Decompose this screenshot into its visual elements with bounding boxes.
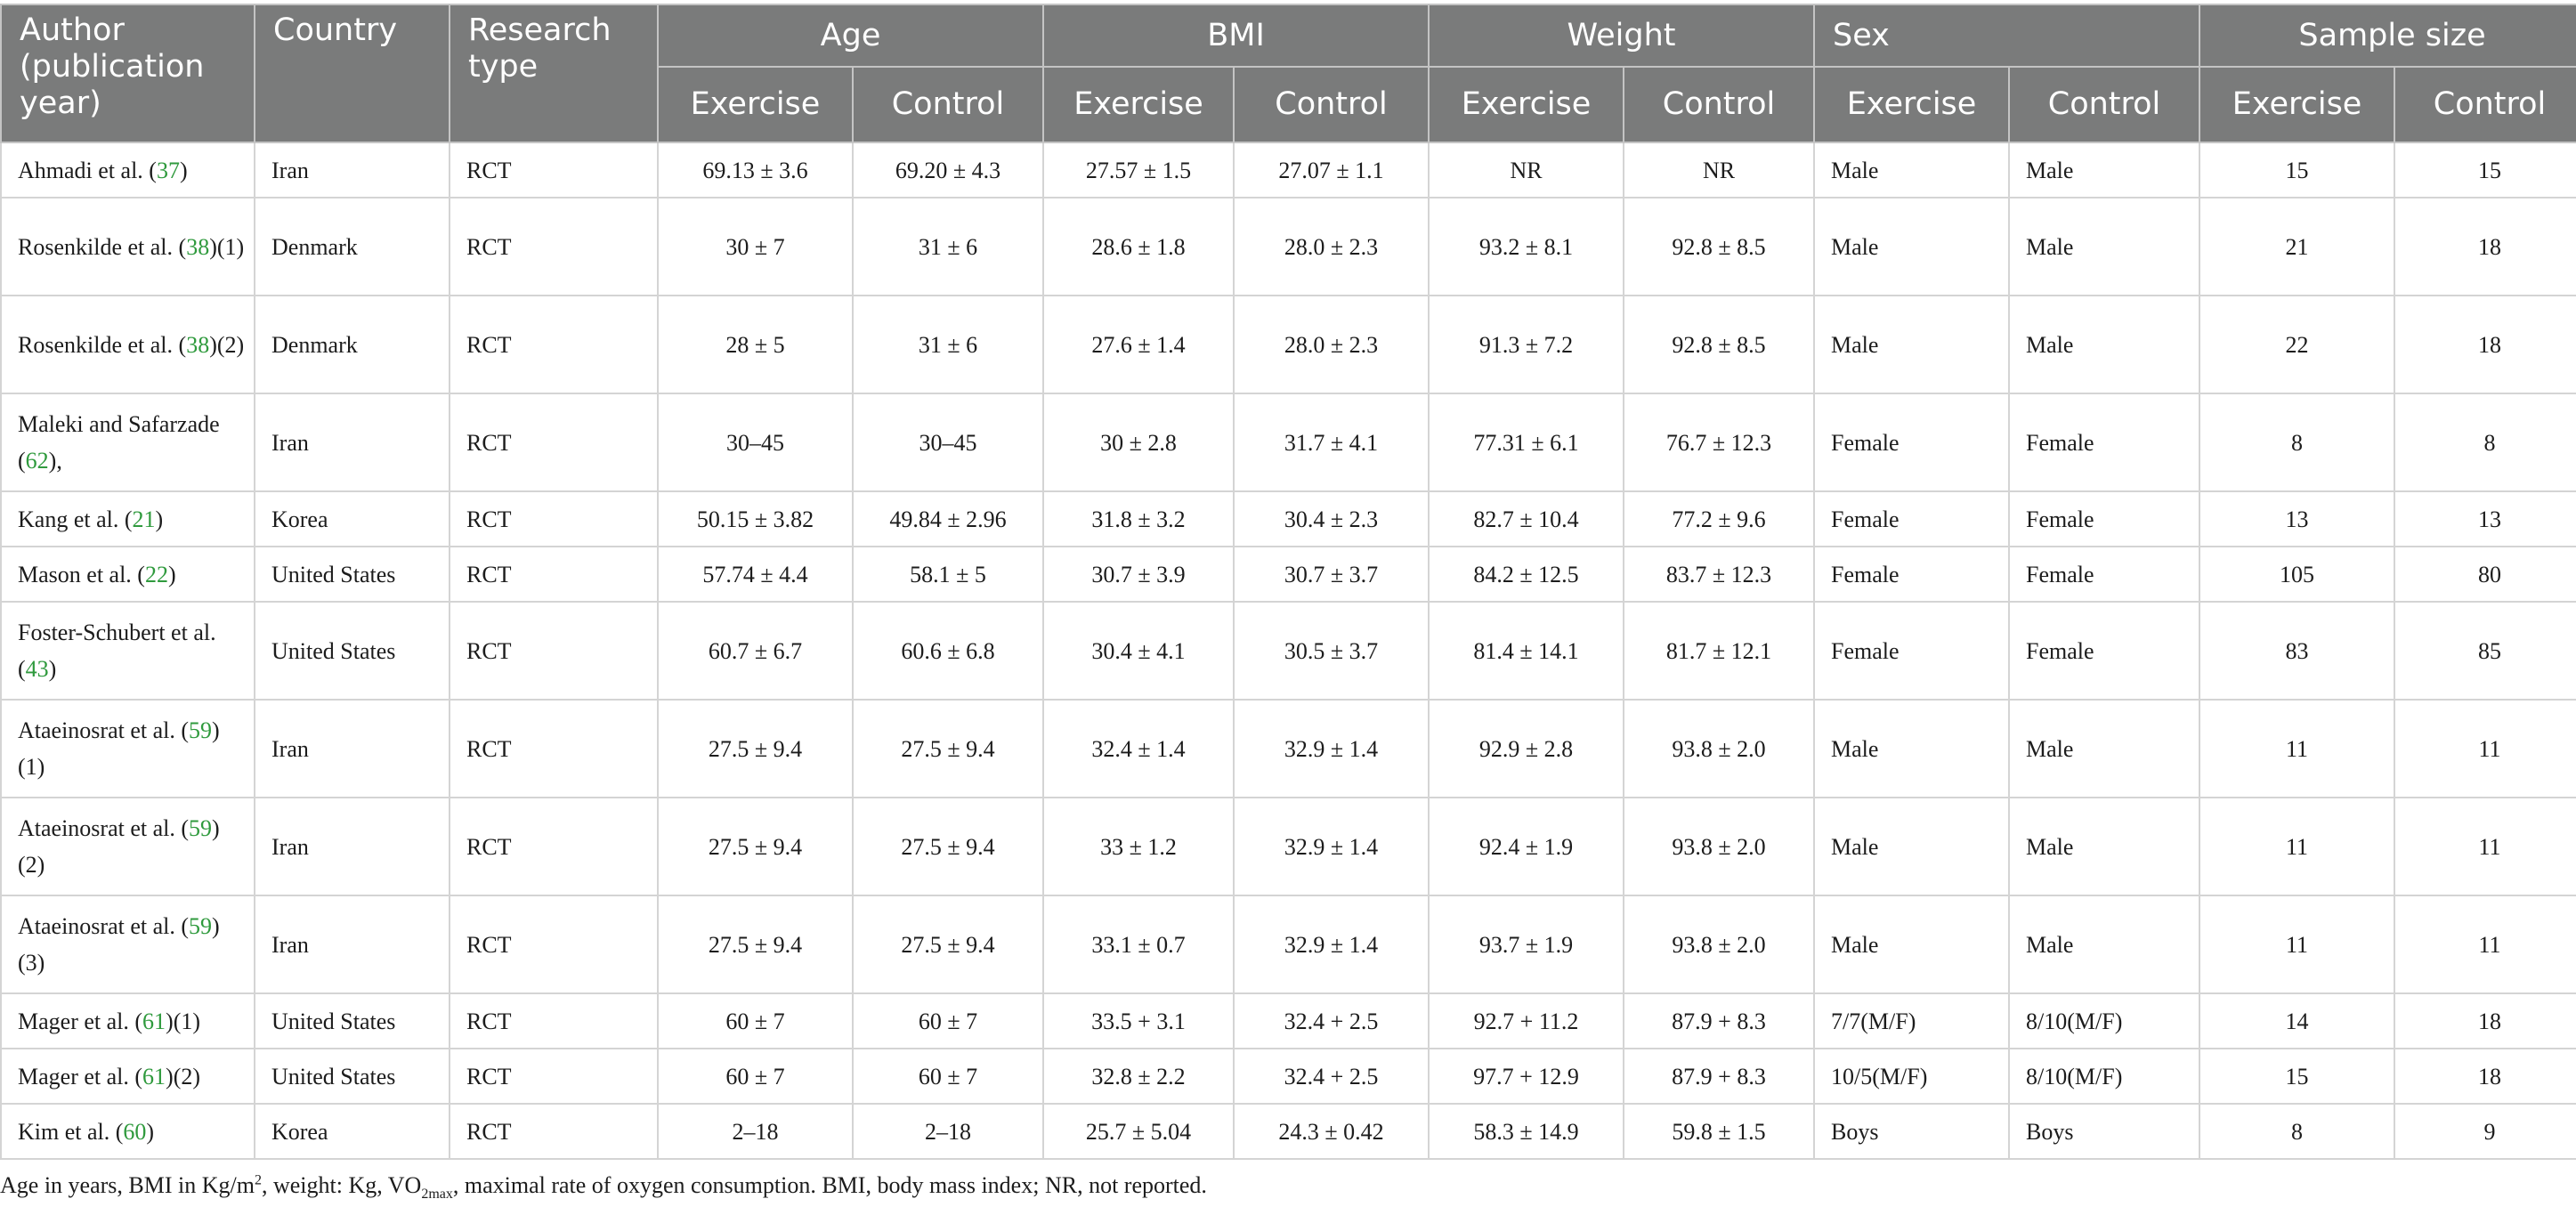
subheader-control: Control bbox=[2009, 67, 2199, 142]
subheader-control: Control bbox=[1234, 67, 1429, 142]
table-row bbox=[1, 700, 2576, 798]
table-row bbox=[1, 798, 2576, 895]
weight-control-cell: 87.9 + 8.3 bbox=[1624, 993, 1814, 1049]
table-row bbox=[1, 142, 2576, 198]
weight-control-cell: 92.8 ± 8.5 bbox=[1624, 198, 1814, 296]
age-control-cell: 60 ± 7 bbox=[853, 993, 1043, 1049]
author-text: Ataeinosrat et al. ( bbox=[18, 717, 190, 743]
weight-exercise-cell: 81.4 ± 14.1 bbox=[1429, 602, 1624, 700]
header-age: Age bbox=[658, 4, 1043, 67]
author-text: Rosenkilde et al. ( bbox=[18, 331, 187, 358]
table-body bbox=[1, 142, 2576, 1159]
subheader-exercise: Exercise bbox=[1043, 67, 1234, 142]
author-cell bbox=[1, 993, 255, 1049]
sample-control-cell: 18 bbox=[2394, 993, 2576, 1049]
age-control-cell: 27.5 ± 9.4 bbox=[853, 895, 1043, 993]
author-text: Mason et al. ( bbox=[18, 561, 145, 587]
sex-exercise-cell: Male bbox=[1814, 296, 2009, 393]
age-exercise-cell: 27.5 ± 9.4 bbox=[658, 700, 853, 798]
footnote-subscript: 2max bbox=[421, 1187, 453, 1203]
country-cell: Korea bbox=[255, 491, 450, 547]
author-text: )(2) bbox=[18, 815, 220, 878]
sample-exercise-cell: 22 bbox=[2199, 296, 2394, 393]
sex-exercise-cell: Male bbox=[1814, 198, 2009, 296]
table-row bbox=[1, 895, 2576, 993]
age-control-cell: 27.5 ± 9.4 bbox=[853, 798, 1043, 895]
footnote-superscript: 2 bbox=[254, 1172, 262, 1188]
table-header bbox=[1, 4, 2576, 142]
sex-exercise-cell: Female bbox=[1814, 602, 2009, 700]
sample-exercise-cell: 11 bbox=[2199, 895, 2394, 993]
country-cell: United States bbox=[255, 547, 450, 602]
reference-link[interactable]: 60 bbox=[123, 1118, 147, 1145]
research-type-cell: RCT bbox=[450, 393, 658, 491]
sex-exercise-cell: Female bbox=[1814, 393, 2009, 491]
age-exercise-cell: 30–45 bbox=[658, 393, 853, 491]
weight-exercise-cell: 92.4 ± 1.9 bbox=[1429, 798, 1624, 895]
weight-control-cell: 93.8 ± 2.0 bbox=[1624, 895, 1814, 993]
author-text: )(2) bbox=[166, 1063, 201, 1090]
subheader-exercise: Exercise bbox=[1814, 67, 2009, 142]
bmi-control-cell: 24.3 ± 0.42 bbox=[1234, 1104, 1429, 1159]
subheader-control: Control bbox=[853, 67, 1043, 142]
author-cell bbox=[1, 393, 255, 491]
country-cell: United States bbox=[255, 602, 450, 700]
bmi-control-cell: 32.4 + 2.5 bbox=[1234, 993, 1429, 1049]
weight-control-cell: 93.8 ± 2.0 bbox=[1624, 700, 1814, 798]
research-type-cell: RCT bbox=[450, 798, 658, 895]
country-cell: Denmark bbox=[255, 296, 450, 393]
bmi-control-cell: 32.4 + 2.5 bbox=[1234, 1049, 1429, 1104]
country-cell: Denmark bbox=[255, 198, 450, 296]
header-country: Country bbox=[255, 4, 450, 142]
weight-exercise-cell: 92.7 + 11.2 bbox=[1429, 993, 1624, 1049]
sex-control-cell: Boys bbox=[2009, 1104, 2199, 1159]
bmi-control-cell: 32.9 ± 1.4 bbox=[1234, 700, 1429, 798]
reference-link[interactable]: 61 bbox=[142, 1063, 166, 1090]
author-text: Rosenkilde et al. ( bbox=[18, 233, 187, 260]
bmi-control-cell: 28.0 ± 2.3 bbox=[1234, 198, 1429, 296]
table-row bbox=[1, 1049, 2576, 1104]
sample-control-cell: 80 bbox=[2394, 547, 2576, 602]
age-exercise-cell: 57.74 ± 4.4 bbox=[658, 547, 853, 602]
reference-link[interactable]: 38 bbox=[186, 331, 210, 358]
research-type-cell: RCT bbox=[450, 602, 658, 700]
age-control-cell: 31 ± 6 bbox=[853, 296, 1043, 393]
author-text: )(1) bbox=[209, 233, 245, 260]
author-cell bbox=[1, 491, 255, 547]
author-text: Kang et al. ( bbox=[18, 506, 133, 532]
study-characteristics-table bbox=[0, 4, 2576, 1160]
author-cell bbox=[1, 895, 255, 993]
weight-exercise-cell: 92.9 ± 2.8 bbox=[1429, 700, 1624, 798]
reference-link[interactable]: 61 bbox=[142, 1008, 166, 1034]
author-text: Foster-Schubert et al. ( bbox=[18, 620, 216, 682]
research-type-cell: RCT bbox=[450, 547, 658, 602]
sex-exercise-cell: Male bbox=[1814, 700, 2009, 798]
author-text: Maleki and Safarzade ( bbox=[18, 411, 220, 474]
country-cell: United States bbox=[255, 993, 450, 1049]
sample-exercise-cell: 21 bbox=[2199, 198, 2394, 296]
country-cell: Iran bbox=[255, 700, 450, 798]
sex-control-cell: 8/10(M/F) bbox=[2009, 1049, 2199, 1104]
sample-control-cell: 18 bbox=[2394, 1049, 2576, 1104]
author-text: )(1) bbox=[18, 717, 220, 780]
age-control-cell: 58.1 ± 5 bbox=[853, 547, 1043, 602]
age-control-cell: 30–45 bbox=[853, 393, 1043, 491]
sex-control-cell: Male bbox=[2009, 296, 2199, 393]
reference-link[interactable]: 59 bbox=[189, 717, 213, 743]
header-sample-size: Sample size bbox=[2199, 4, 2576, 67]
sample-exercise-cell: 14 bbox=[2199, 993, 2394, 1049]
sex-control-cell: Male bbox=[2009, 895, 2199, 993]
subheader-exercise: Exercise bbox=[2199, 67, 2394, 142]
country-cell: Iran bbox=[255, 895, 450, 993]
author-cell bbox=[1, 1104, 255, 1159]
bmi-control-cell: 31.7 ± 4.1 bbox=[1234, 393, 1429, 491]
subheader-control: Control bbox=[1624, 67, 1814, 142]
research-type-cell: RCT bbox=[450, 895, 658, 993]
bmi-control-cell: 32.9 ± 1.4 bbox=[1234, 895, 1429, 993]
sex-exercise-cell: 10/5(M/F) bbox=[1814, 1049, 2009, 1104]
age-exercise-cell: 60 ± 7 bbox=[658, 993, 853, 1049]
sex-control-cell: Male bbox=[2009, 142, 2199, 198]
subheader-exercise: Exercise bbox=[1429, 67, 1624, 142]
bmi-exercise-cell: 32.4 ± 1.4 bbox=[1043, 700, 1234, 798]
subheader-control: Control bbox=[2394, 67, 2576, 142]
author-text: Ataeinosrat et al. ( bbox=[18, 913, 190, 939]
age-exercise-cell: 27.5 ± 9.4 bbox=[658, 798, 853, 895]
author-text: Mager et al. ( bbox=[18, 1008, 143, 1034]
weight-exercise-cell: 97.7 + 12.9 bbox=[1429, 1049, 1624, 1104]
bmi-exercise-cell: 25.7 ± 5.04 bbox=[1043, 1104, 1234, 1159]
age-exercise-cell: 69.13 ± 3.6 bbox=[658, 142, 853, 198]
age-control-cell: 60 ± 7 bbox=[853, 1049, 1043, 1104]
sex-exercise-cell: Male bbox=[1814, 895, 2009, 993]
sex-control-cell: Female bbox=[2009, 491, 2199, 547]
weight-control-cell: 87.9 + 8.3 bbox=[1624, 1049, 1814, 1104]
footnote-text: , maximal rate of oxygen consumption. BMI, body mass index; NR, not reported. bbox=[452, 1172, 1207, 1198]
header-sex: Sex bbox=[1814, 4, 2199, 67]
weight-control-cell: 76.7 ± 12.3 bbox=[1624, 393, 1814, 491]
sample-exercise-cell: 11 bbox=[2199, 798, 2394, 895]
header-bmi: BMI bbox=[1043, 4, 1429, 67]
weight-control-cell: 59.8 ± 1.5 bbox=[1624, 1104, 1814, 1159]
research-type-cell: RCT bbox=[450, 1049, 658, 1104]
author-text: ) bbox=[48, 656, 57, 682]
table-footnote bbox=[0, 1172, 1207, 1203]
bmi-exercise-cell: 27.6 ± 1.4 bbox=[1043, 296, 1234, 393]
sample-control-cell: 15 bbox=[2394, 142, 2576, 198]
bmi-control-cell: 30.5 ± 3.7 bbox=[1234, 602, 1429, 700]
table-row bbox=[1, 198, 2576, 296]
author-text: ) bbox=[167, 561, 176, 587]
age-control-cell: 27.5 ± 9.4 bbox=[853, 700, 1043, 798]
reference-link[interactable]: 59 bbox=[189, 913, 213, 939]
sex-control-cell: Male bbox=[2009, 198, 2199, 296]
weight-exercise-cell: 84.2 ± 12.5 bbox=[1429, 547, 1624, 602]
age-control-cell: 49.84 ± 2.96 bbox=[853, 491, 1043, 547]
author-text: )(3) bbox=[18, 913, 220, 976]
author-cell bbox=[1, 700, 255, 798]
age-exercise-cell: 2–18 bbox=[658, 1104, 853, 1159]
sex-exercise-cell: Male bbox=[1814, 142, 2009, 198]
age-control-cell: 31 ± 6 bbox=[853, 198, 1043, 296]
sample-exercise-cell: 105 bbox=[2199, 547, 2394, 602]
subheader-exercise: Exercise bbox=[658, 67, 853, 142]
sample-control-cell: 11 bbox=[2394, 700, 2576, 798]
author-text: Kim et al. ( bbox=[18, 1118, 124, 1145]
reference-link[interactable]: 59 bbox=[189, 815, 213, 841]
weight-exercise-cell: 58.3 ± 14.9 bbox=[1429, 1104, 1624, 1159]
sex-exercise-cell: 7/7(M/F) bbox=[1814, 993, 2009, 1049]
author-text: ) bbox=[155, 506, 164, 532]
research-type-cell: RCT bbox=[450, 700, 658, 798]
reference-link[interactable]: 21 bbox=[132, 506, 156, 532]
sex-control-cell: Female bbox=[2009, 393, 2199, 491]
sex-exercise-cell: Female bbox=[1814, 547, 2009, 602]
sample-exercise-cell: 13 bbox=[2199, 491, 2394, 547]
author-text: )(1) bbox=[166, 1008, 201, 1034]
sample-exercise-cell: 11 bbox=[2199, 700, 2394, 798]
weight-control-cell: 77.2 ± 9.6 bbox=[1624, 491, 1814, 547]
reference-link[interactable]: 62 bbox=[25, 448, 49, 474]
header-author: Author (publication year) bbox=[1, 4, 255, 142]
bmi-exercise-cell: 27.57 ± 1.5 bbox=[1043, 142, 1234, 198]
author-text: )(2) bbox=[209, 331, 245, 358]
sample-exercise-cell: 83 bbox=[2199, 602, 2394, 700]
weight-control-cell: 93.8 ± 2.0 bbox=[1624, 798, 1814, 895]
research-type-cell: RCT bbox=[450, 296, 658, 393]
author-text: ) bbox=[146, 1118, 155, 1145]
sample-control-cell: 8 bbox=[2394, 393, 2576, 491]
age-exercise-cell: 60 ± 7 bbox=[658, 1049, 853, 1104]
sex-exercise-cell: Boys bbox=[1814, 1104, 2009, 1159]
sample-control-cell: 9 bbox=[2394, 1104, 2576, 1159]
bmi-exercise-cell: 33.1 ± 0.7 bbox=[1043, 895, 1234, 993]
author-cell bbox=[1, 602, 255, 700]
table-row bbox=[1, 602, 2576, 700]
research-type-cell: RCT bbox=[450, 198, 658, 296]
age-exercise-cell: 30 ± 7 bbox=[658, 198, 853, 296]
reference-link[interactable]: 22 bbox=[144, 561, 168, 587]
sample-control-cell: 85 bbox=[2394, 602, 2576, 700]
bmi-exercise-cell: 31.8 ± 3.2 bbox=[1043, 491, 1234, 547]
bmi-exercise-cell: 28.6 ± 1.8 bbox=[1043, 198, 1234, 296]
weight-exercise-cell: 93.7 ± 1.9 bbox=[1429, 895, 1624, 993]
weight-control-cell: NR bbox=[1624, 142, 1814, 198]
research-type-cell: RCT bbox=[450, 1104, 658, 1159]
author-cell bbox=[1, 142, 255, 198]
sex-control-cell: Female bbox=[2009, 602, 2199, 700]
author-cell bbox=[1, 1049, 255, 1104]
weight-control-cell: 83.7 ± 12.3 bbox=[1624, 547, 1814, 602]
table-row bbox=[1, 547, 2576, 602]
bmi-control-cell: 30.7 ± 3.7 bbox=[1234, 547, 1429, 602]
research-type-cell: RCT bbox=[450, 491, 658, 547]
sample-control-cell: 11 bbox=[2394, 895, 2576, 993]
author-text: Ahmadi et al. ( bbox=[18, 157, 157, 183]
footnote-text: , weight: Kg, VO bbox=[261, 1172, 422, 1198]
sex-control-cell: 8/10(M/F) bbox=[2009, 993, 2199, 1049]
age-control-cell: 60.6 ± 6.8 bbox=[853, 602, 1043, 700]
age-control-cell: 69.20 ± 4.3 bbox=[853, 142, 1043, 198]
bmi-exercise-cell: 33.5 + 3.1 bbox=[1043, 993, 1234, 1049]
sample-control-cell: 13 bbox=[2394, 491, 2576, 547]
age-exercise-cell: 50.15 ± 3.82 bbox=[658, 491, 853, 547]
sex-exercise-cell: Female bbox=[1814, 491, 2009, 547]
research-type-cell: RCT bbox=[450, 142, 658, 198]
table-row bbox=[1, 393, 2576, 491]
age-exercise-cell: 28 ± 5 bbox=[658, 296, 853, 393]
weight-control-cell: 81.7 ± 12.1 bbox=[1624, 602, 1814, 700]
author-cell bbox=[1, 198, 255, 296]
bmi-control-cell: 28.0 ± 2.3 bbox=[1234, 296, 1429, 393]
footnote-text: Age in years, BMI in Kg/m bbox=[0, 1172, 255, 1198]
bmi-control-cell: 32.9 ± 1.4 bbox=[1234, 798, 1429, 895]
weight-control-cell: 92.8 ± 8.5 bbox=[1624, 296, 1814, 393]
author-text: ), bbox=[48, 448, 62, 474]
weight-exercise-cell: 82.7 ± 10.4 bbox=[1429, 491, 1624, 547]
research-type-cell: RCT bbox=[450, 993, 658, 1049]
weight-exercise-cell: 93.2 ± 8.1 bbox=[1429, 198, 1624, 296]
sample-exercise-cell: 8 bbox=[2199, 393, 2394, 491]
bmi-exercise-cell: 30.4 ± 4.1 bbox=[1043, 602, 1234, 700]
sample-control-cell: 18 bbox=[2394, 296, 2576, 393]
sample-exercise-cell: 8 bbox=[2199, 1104, 2394, 1159]
sex-control-cell: Male bbox=[2009, 798, 2199, 895]
sex-exercise-cell: Male bbox=[1814, 798, 2009, 895]
author-cell bbox=[1, 296, 255, 393]
country-cell: Iran bbox=[255, 142, 450, 198]
sample-exercise-cell: 15 bbox=[2199, 1049, 2394, 1104]
header-research-type: Research type bbox=[450, 4, 658, 142]
sex-control-cell: Male bbox=[2009, 700, 2199, 798]
bmi-exercise-cell: 33 ± 1.2 bbox=[1043, 798, 1234, 895]
weight-exercise-cell: NR bbox=[1429, 142, 1624, 198]
author-text: Mager et al. ( bbox=[18, 1063, 143, 1090]
table-row bbox=[1, 491, 2576, 547]
header-weight: Weight bbox=[1429, 4, 1814, 67]
bmi-control-cell: 30.4 ± 2.3 bbox=[1234, 491, 1429, 547]
bmi-exercise-cell: 30 ± 2.8 bbox=[1043, 393, 1234, 491]
author-cell bbox=[1, 798, 255, 895]
sample-control-cell: 11 bbox=[2394, 798, 2576, 895]
weight-exercise-cell: 77.31 ± 6.1 bbox=[1429, 393, 1624, 491]
age-exercise-cell: 60.7 ± 6.7 bbox=[658, 602, 853, 700]
reference-link[interactable]: 37 bbox=[156, 157, 180, 183]
country-cell: United States bbox=[255, 1049, 450, 1104]
table-row bbox=[1, 296, 2576, 393]
country-cell: Iran bbox=[255, 393, 450, 491]
age-exercise-cell: 27.5 ± 9.4 bbox=[658, 895, 853, 993]
sex-control-cell: Female bbox=[2009, 547, 2199, 602]
sample-control-cell: 18 bbox=[2394, 198, 2576, 296]
bmi-exercise-cell: 30.7 ± 3.9 bbox=[1043, 547, 1234, 602]
reference-link[interactable]: 38 bbox=[186, 233, 210, 260]
country-cell: Korea bbox=[255, 1104, 450, 1159]
weight-exercise-cell: 91.3 ± 7.2 bbox=[1429, 296, 1624, 393]
author-cell bbox=[1, 547, 255, 602]
age-control-cell: 2–18 bbox=[853, 1104, 1043, 1159]
country-cell: Iran bbox=[255, 798, 450, 895]
bmi-exercise-cell: 32.8 ± 2.2 bbox=[1043, 1049, 1234, 1104]
author-text: Ataeinosrat et al. ( bbox=[18, 815, 190, 841]
reference-link[interactable]: 43 bbox=[25, 656, 49, 682]
author-text: ) bbox=[179, 157, 188, 183]
bmi-control-cell: 27.07 ± 1.1 bbox=[1234, 142, 1429, 198]
sample-exercise-cell: 15 bbox=[2199, 142, 2394, 198]
table-row bbox=[1, 993, 2576, 1049]
table-row bbox=[1, 1104, 2576, 1159]
